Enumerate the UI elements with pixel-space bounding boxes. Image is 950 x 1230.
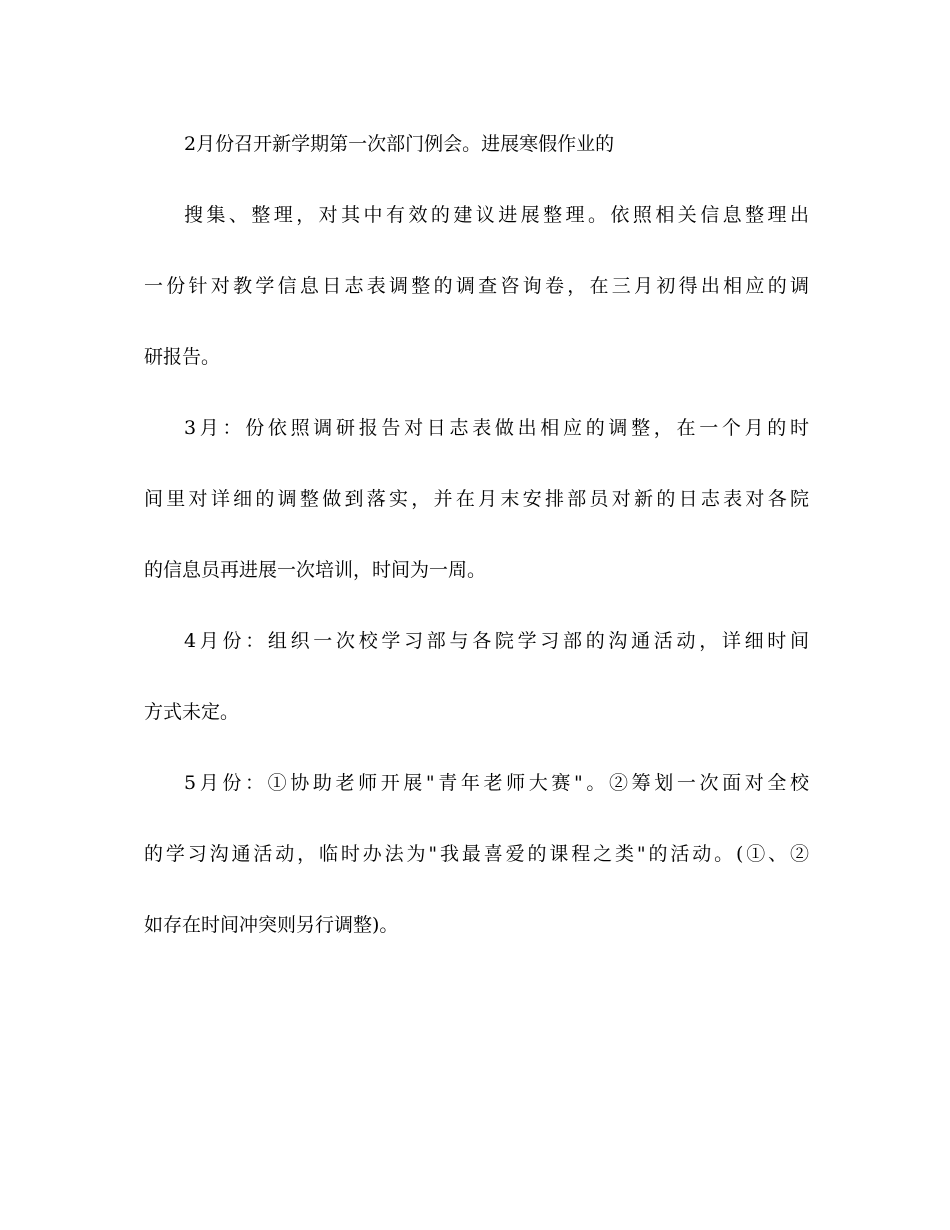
- text-line: 如存在时间冲突则另行调整)。: [144, 914, 399, 936]
- text-line: 3月：份依照调研报告对日志表做出相应的调整，在一个月的时: [184, 417, 809, 439]
- text-line: 4月份：组织一次校学习部与各院学习部的沟通活动，详细时间: [184, 630, 809, 652]
- text-line: 的信息员再进展一次培训，时间为一周。: [144, 559, 487, 581]
- document-body: [144, 126, 809, 978]
- text-line: 一份针对教学信息日志表调整的调查咨询卷，在三月初得出相应的调: [144, 275, 809, 297]
- text-line: 研报告。: [144, 346, 221, 368]
- text-line: 方式未定。: [144, 701, 240, 723]
- text-line: 搜集、整理，对其中有效的建议进展整理。依照相关信息整理出: [184, 204, 809, 226]
- text-line: 5月份：①协助老师开展"青年老师大赛"。②筹划一次面对全校: [184, 772, 809, 794]
- text-line: 的学习沟通活动，临时办法为"我最喜爱的课程之类"的活动。(①、②: [144, 843, 809, 865]
- text-line: 2月份召开新学期第一次部门例会。进展寒假作业的: [184, 133, 615, 155]
- text-line: 间里对详细的调整做到落实，并在月末安排部员对新的日志表对各院: [144, 488, 809, 510]
